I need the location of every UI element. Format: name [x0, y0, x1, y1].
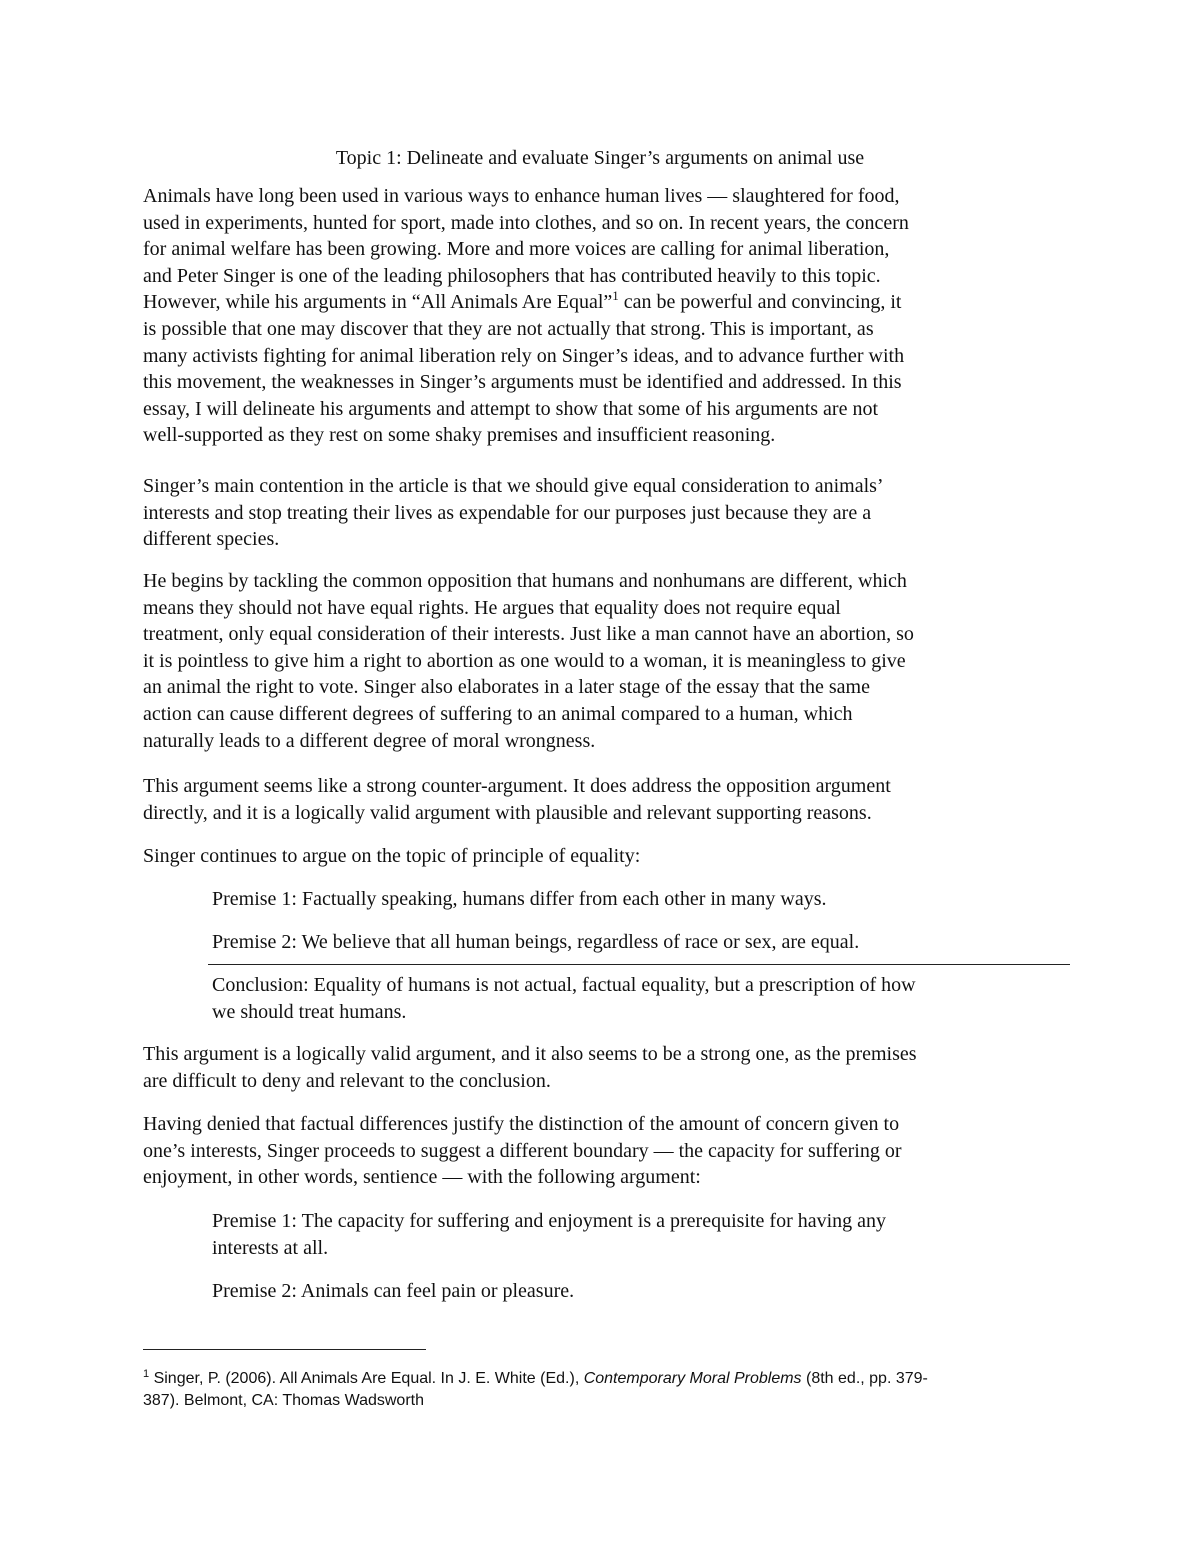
premise-text: interests at all. — [212, 1236, 329, 1259]
text-line: interests and stop treating their lives as expendable for our purposes just because they are a — [143, 501, 872, 524]
argument-1-conclusion — [212, 972, 1052, 1025]
premise-text: Premise 1: Factually speaking, humans differ from each other in many ways. — [212, 888, 827, 910]
text-line: Having denied that factual differences justify the distinction of the amount of concern given to — [143, 1113, 900, 1135]
text-line: This argument is a logically valid argument, and it also seems to be a strong one, as the premises — [143, 1043, 917, 1065]
text-line: is possible that one may discover that they are not actually that strong. This is important, as — [143, 317, 874, 340]
argument-2-premise-2 — [212, 1278, 1052, 1305]
footnote-marker: 1 — [143, 1368, 150, 1380]
text-line: are difficult to deny and relevant to the conclusion. — [143, 1069, 551, 1092]
paragraph-opposition — [143, 568, 1063, 754]
paragraph-sentience — [143, 1111, 1063, 1191]
footnote-text: (8th ed., pp. 379- — [801, 1370, 928, 1387]
text-line: one’s interests, Singer proceeds to suggest a different boundary — the capacity for suffering or — [143, 1139, 902, 1162]
text-line: many activists fighting for animal liberation rely on Singer’s ideas, and to advance further with — [143, 344, 905, 367]
paragraph-evaluation-1 — [143, 773, 1063, 826]
text-line: different species. — [143, 528, 280, 551]
footnote-reference[interactable]: 1 — [612, 288, 619, 304]
essay-title: Topic 1: Delineate and evaluate Singer’s arguments on animal use — [335, 147, 865, 169]
text-line: Singer continues to argue on the topic of principle of equality: — [143, 845, 641, 867]
text-segment: can be powerful and convincing, it — [618, 291, 902, 314]
text-line: naturally leads to a different degree of moral wrongness. — [143, 729, 596, 752]
argument-1-premise-1 — [212, 886, 1052, 913]
argument-2-premise-1 — [212, 1208, 1052, 1261]
paragraph-evaluation-2 — [143, 1041, 1063, 1094]
text-line: He begins by tackling the common opposition that humans and nonhumans are different, which — [143, 570, 907, 592]
text-line: enjoyment, in other words, sentience — with the following argument: — [143, 1166, 701, 1189]
footnote-line: 387). Belmont, CA: Thomas Wadsworth — [143, 1392, 424, 1409]
text-line: well-supported as they rest on some shaky premises and insufficient reasoning. — [143, 424, 776, 447]
text-line: action can cause different degrees of suffering to an animal compared to a human, which — [143, 702, 853, 725]
paragraph-main-contention — [143, 473, 1063, 553]
conclusion-text: we should treat humans. — [212, 1000, 407, 1023]
text-line: directly, and it is a logically valid argument with plausible and relevant supporting reasons. — [143, 801, 872, 824]
premise-text: Premise 2: Animals can feel pain or pleasure. — [212, 1280, 575, 1302]
text-line: essay, I will delineate his arguments and attempt to show that some of his arguments are not — [143, 397, 879, 420]
text-line: for animal welfare has been growing. More and more voices are calling for animal liberation, — [143, 238, 890, 261]
text-line: treatment, only equal consideration of their interests. Just like a man cannot have an abortion, so — [143, 623, 914, 646]
text-line: means they should not have equal rights. He argues that equality does not require equal — [143, 596, 841, 619]
footnote-book-title: Contemporary Moral Problems — [583, 1370, 802, 1387]
text-line: Animals have long been used in various ways to enhance human lives — slaughtered for food, — [143, 185, 900, 207]
footnote-line — [143, 1368, 1063, 1390]
conclusion-text: Conclusion: Equality of humans is not actual, factual equality, but a prescription of how — [212, 974, 916, 996]
conclusion-divider — [208, 964, 1070, 965]
footnote-divider — [143, 1349, 426, 1350]
text-segment: However, while his arguments in “All Animals Are Equal” — [143, 291, 613, 314]
text-line: this movement, the weaknesses in Singer’s arguments must be identified and addressed. In this — [143, 371, 902, 394]
paragraph-equality-intro — [143, 843, 1063, 870]
premise-text: Premise 1: The capacity for suffering and enjoyment is a prerequisite for having any — [212, 1210, 887, 1232]
text-line: used in experiments, hunted for sport, made into clothes, and so on. In recent years, the concern — [143, 211, 909, 234]
text-line: This argument seems like a strong counter-argument. It does address the opposition argument — [143, 775, 891, 797]
text-line-with-footnote — [143, 289, 1063, 316]
text-line: Singer’s main contention in the article is that we should give equal consideration to animals’ — [143, 475, 884, 497]
text-line: and Peter Singer is one of the leading philosophers that has contributed heavily to this topic. — [143, 264, 881, 287]
paragraph-intro — [143, 183, 1063, 449]
argument-1-premise-2 — [212, 929, 1052, 956]
premise-text: Premise 2: We believe that all human beings, regardless of race or sex, are equal. — [212, 931, 860, 953]
text-line: an animal the right to vote. Singer also elaborates in a later stage of the essay that the same — [143, 676, 870, 699]
text-line: it is pointless to give him a right to abortion as one would to a woman, it is meaningless to give — [143, 649, 906, 672]
footnote — [143, 1368, 1063, 1412]
footnote-text: Singer, P. (2006). All Animals Are Equal. In J. E. White (Ed.), — [149, 1370, 584, 1387]
